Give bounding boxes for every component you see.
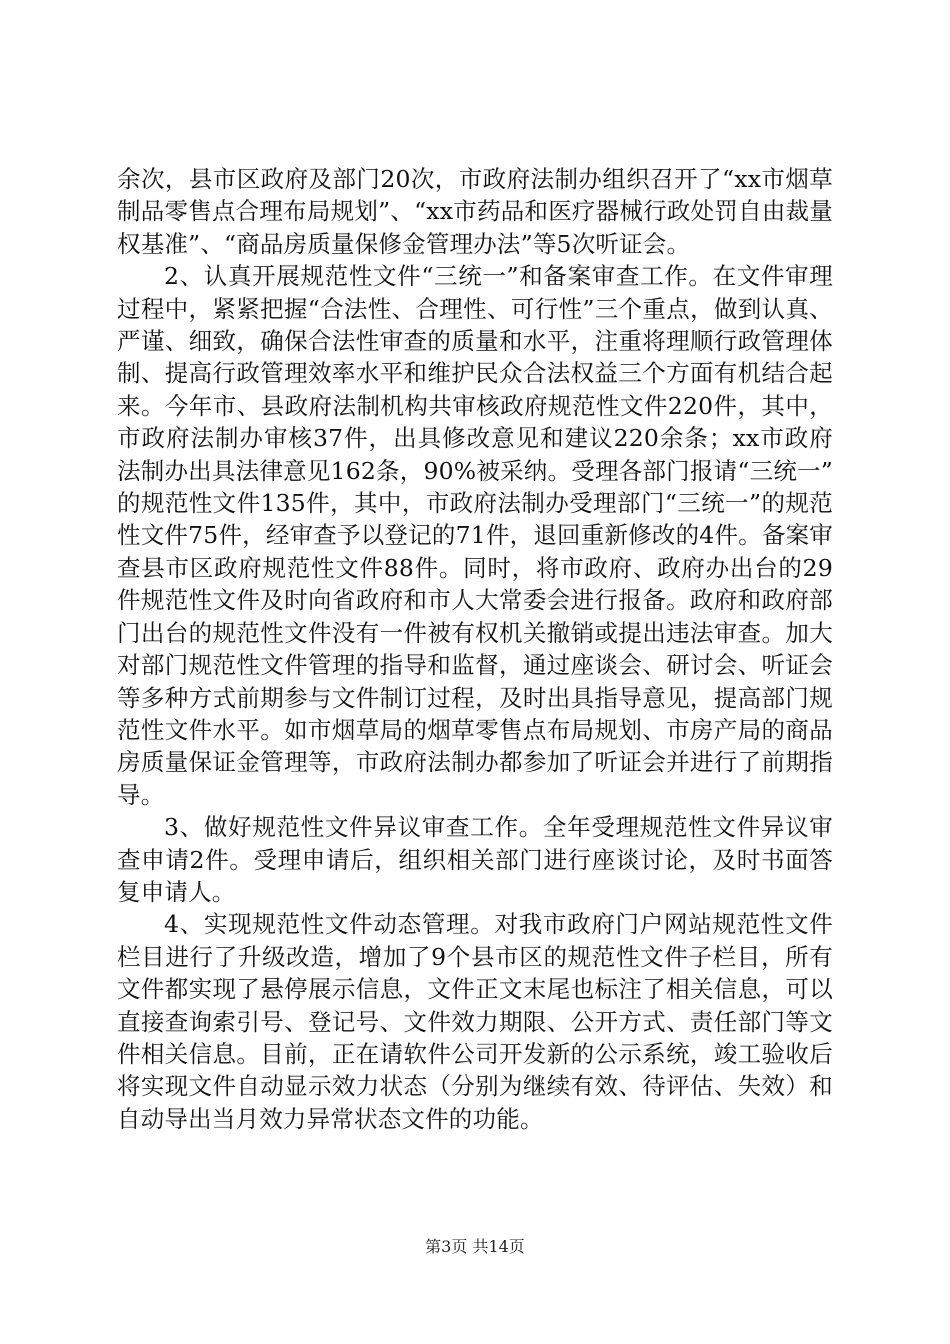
document-body <box>117 163 833 1135</box>
paragraph-continued: 余次，县市区政府及部门20次，市政府法制办组织召开了“xx市烟草制品零售点合理布局规划”、“xx市药品和医疗器械行政处罚自由裁量权基准”、“商品房质量保修金管理办法”等5次听证会。 <box>117 165 833 258</box>
paragraph-item-3: 3、做好规范性文件异议审查工作。全年受理规范性文件异议审查申请2件。受理申请后，组织相关部门进行座谈讨论，及时书面答复申请人。 <box>117 813 833 906</box>
paragraph-item-4: 4、实现规范性文件动态管理。对我市政府门户网站规范性文件栏目进行了升级改造，增加了9个县市区的规范性文件子栏目，所有文件都实现了悬停展示信息，文件正文末尾也标注了相关信息，可以直接查询索引号、登记号、文件效力期限、公开方式、责任部门等文件相关信息。目前，正在请软件公司开发新的公示系统，竣工验收后将实现文件自动显示效力状态（分别为继续有效、待评估、失效）和自动导出当月效力异常状态文件的功能。 <box>117 910 833 1133</box>
page-footer: 第3页 共14页 <box>425 1237 525 1256</box>
paragraph-item-2: 2、认真开展规范性文件“三统一”和备案审查工作。在文件审理过程中，紧紧把握“合法性、合理性、可行性”三个重点，做到认真、严谨、细致，确保合法性审查的质量和水平，注重将理顺行政管理体制、提高行政管理效率水平和维护民众合法权益三个方面有机结合起来。今年市、县政府法制机构共审核政府规范性文件220件，其中，市政府法制办审核37件，出具修改意见和建议220余条；xx市政府法制办出具法律意见162条，90%被采纳。受理各部门报请“三统一”的规范性文件135件，其中，市政府法制办受理部门“三统一”的规范性文件75件，经审查予以登记的71件，退回重新修改的4件。备案审查县市区政府规范性文件88件。同时，将市政府、政府办出台的29件规范性文件及时向省政府和市人大常委会进行报备。政府和政府部门出台的规范性文件没有一件被有权机关撤销或提出违法审查。加大对部门规范性文件管理的指导和监督，通过座谈会、研讨会、听证会等多种方式前期参与文件制订过程，及时出具指导意见，提高部门规范性文件水平。如市烟草局的烟草零售点布局规划、市房产局的商品房质量保证金管理等，市政府法制办都参加了听证会并进行了前期指导。 <box>117 262 833 809</box>
